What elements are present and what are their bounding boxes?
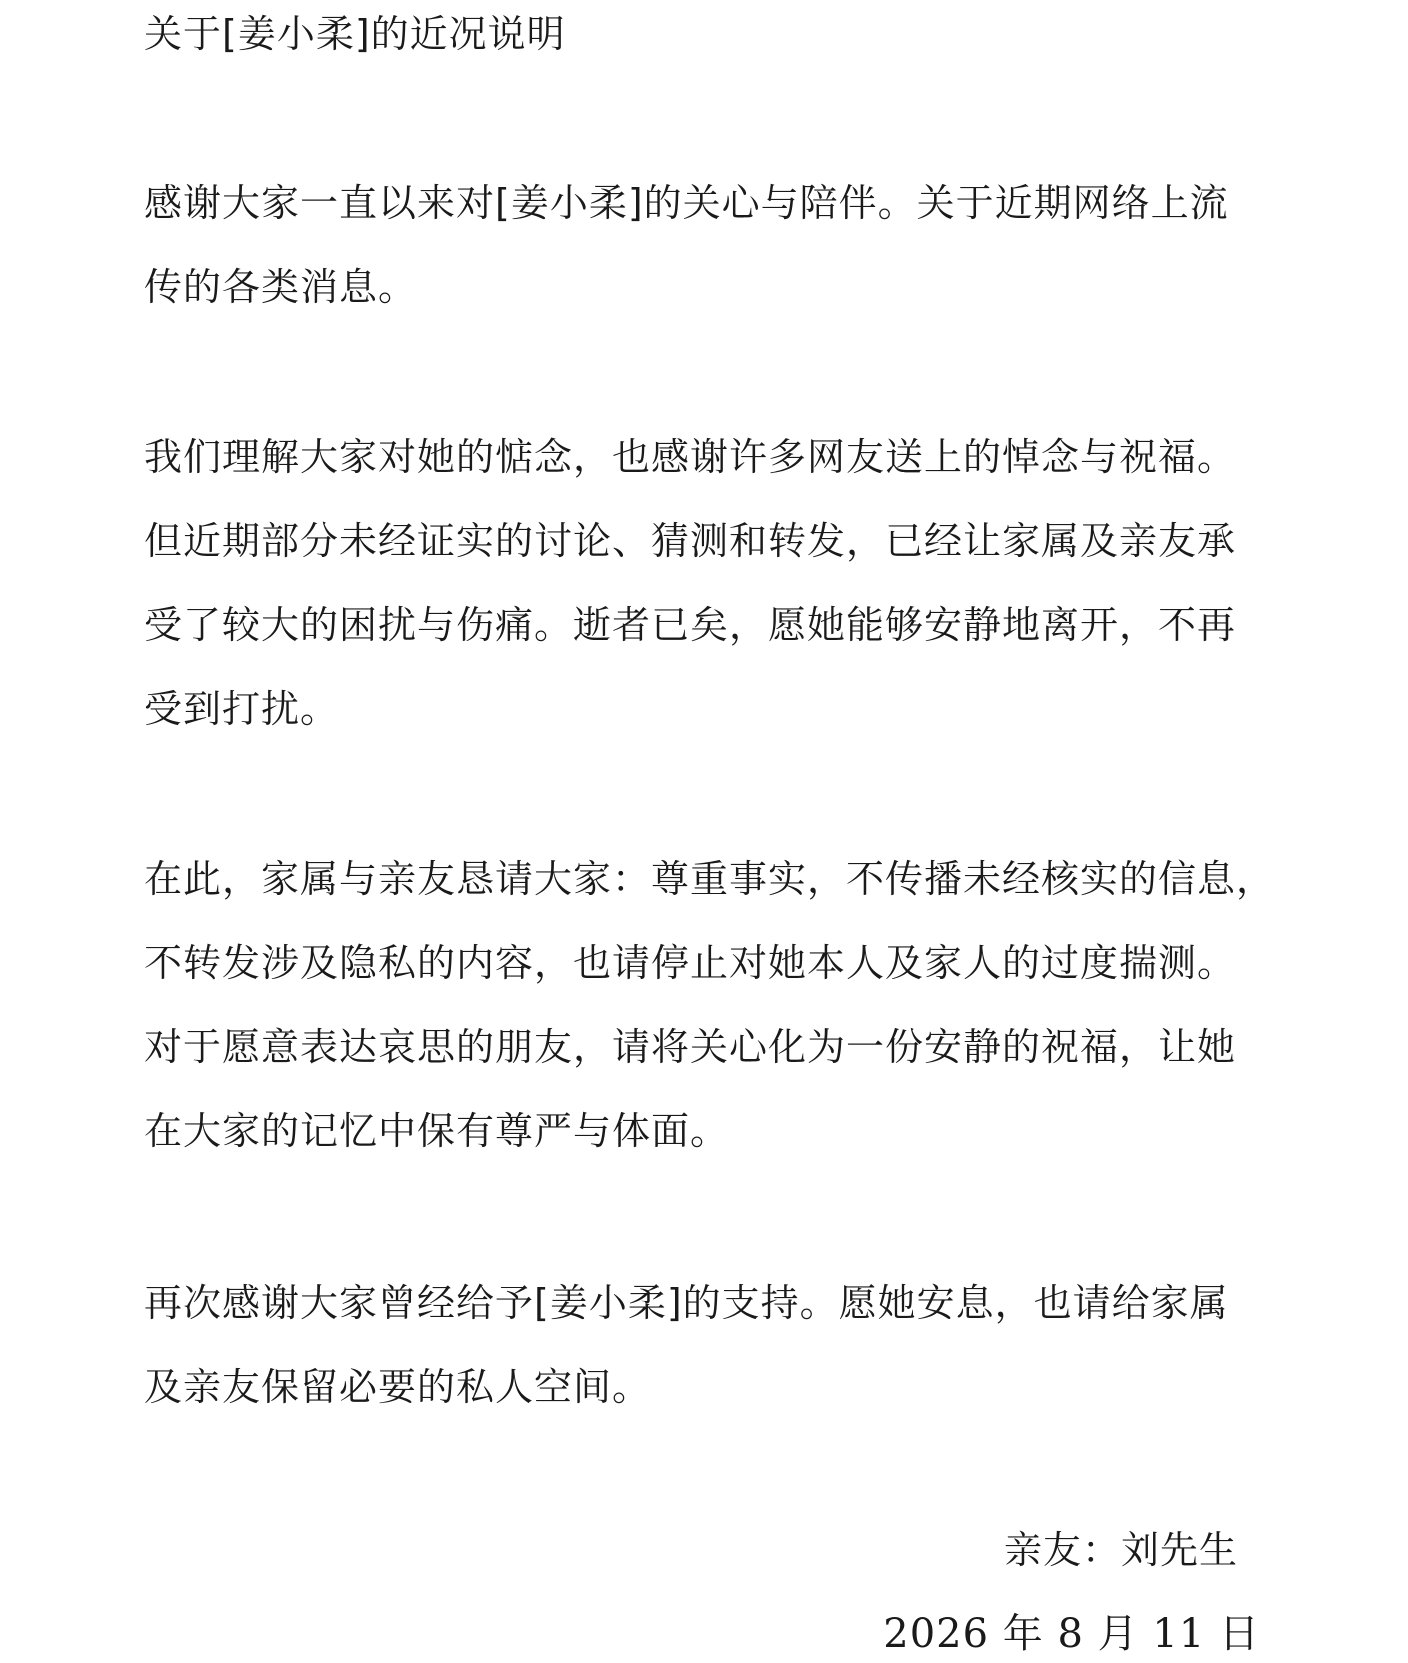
paragraph-line: 我们理解大家对她的惦念，也感谢许多网友送上的悼念与祝福。 — [144, 435, 1237, 479]
paragraph-line: 传的各类消息。 — [144, 265, 418, 309]
paragraph-line: 感谢大家一直以来对[姜小柔]的关心与陪伴。关于近期网络上流 — [144, 181, 1229, 225]
paragraph-request — [144, 837, 1274, 1173]
paragraph-line: 不转发涉及隐私的内容，也请停止对她本人及家人的过度揣测。 — [144, 941, 1237, 985]
paragraph-line: 对于愿意表达哀思的朋友，请将关心化为一份安静的祝福，让她 — [144, 1025, 1237, 1069]
paragraph-closing — [144, 1261, 1274, 1429]
paragraph-line: 受了较大的困扰与伤痛。逝者已矣，愿她能够安静地离开，不再 — [144, 603, 1237, 647]
document-title: 关于[姜小柔]的近况说明 — [144, 12, 566, 56]
signature: 亲友：刘先生 — [1003, 1528, 1238, 1572]
paragraph-line: 及亲友保留必要的私人空间。 — [144, 1365, 652, 1409]
paragraph-line: 在大家的记忆中保有尊严与体面。 — [144, 1109, 730, 1153]
paragraph-line: 在此，家属与亲友恳请大家：尊重事实，不传播未经核实的信息， — [144, 857, 1276, 901]
document-date: 2026 年 8 月 11 日 — [883, 1611, 1260, 1657]
paragraph-line: 但近期部分未经证实的讨论、猜测和转发，已经让家属及亲友承 — [144, 519, 1237, 563]
paragraph-line: 再次感谢大家曾经给予[姜小柔]的支持。愿她安息，也请给家属 — [144, 1281, 1229, 1325]
paragraph-understanding — [144, 415, 1274, 751]
paragraph-line: 受到打扰。 — [144, 687, 340, 731]
paragraph-thanks — [144, 161, 1274, 329]
